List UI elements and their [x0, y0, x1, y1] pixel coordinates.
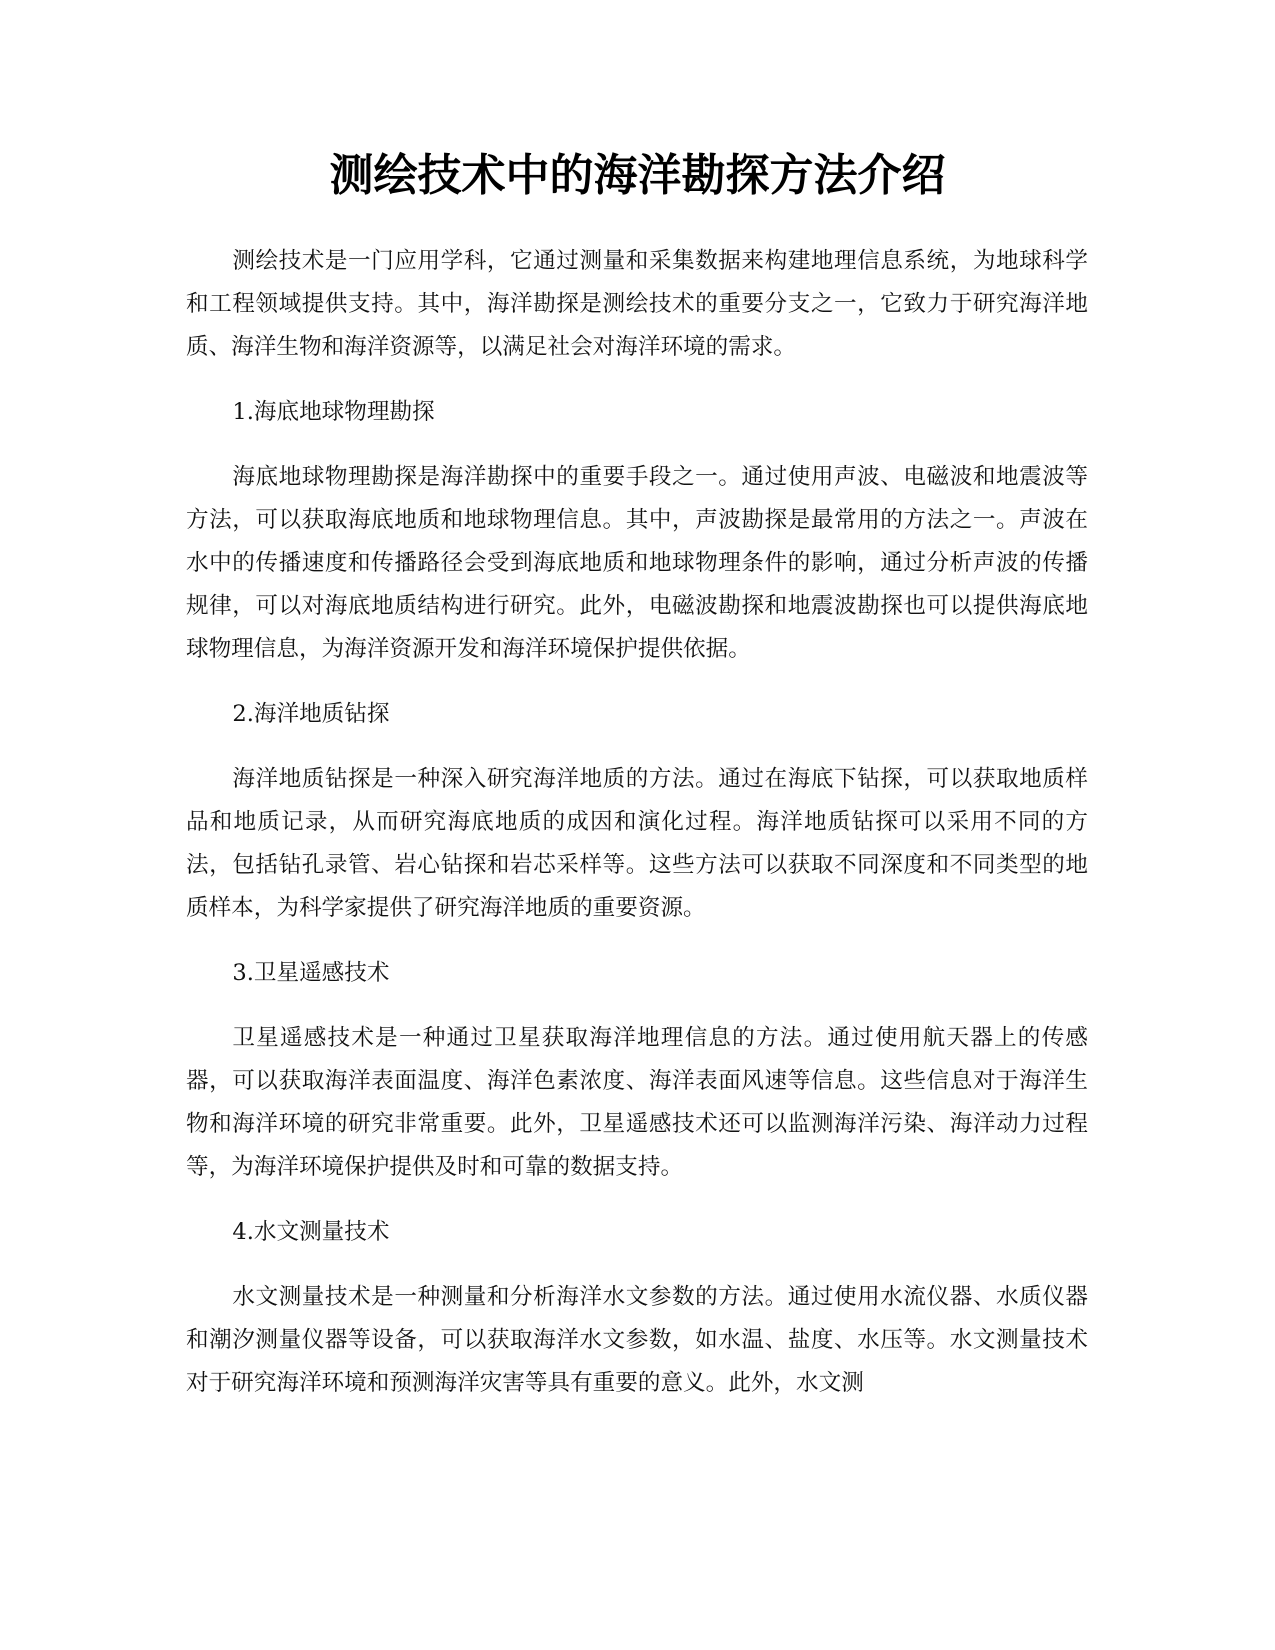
- section-body-3: 卫星遥感技术是一种通过卫星获取海洋地理信息的方法。通过使用航天器上的传感器，可以获取海洋表面温度、海洋色素浓度、海洋表面风速等信息。这些信息对于海洋生物和海洋环境的研究非常重要。此外，卫星遥感技术还可以监测海洋污染、海洋动力过程等，为海洋环境保护提供及时和可靠的数据支持。: [186, 1025, 1088, 1180]
- intro-paragraph: 测绘技术是一门应用学科，它通过测量和采集数据来构建地理信息系统，为地球科学和工程领域提供支持。其中，海洋勘探是测绘技术的重要分支之一，它致力于研究海洋地质、海洋生物和海洋资源等，以满足社会对海洋环境的需求。: [186, 248, 1088, 360]
- section-body-1: 海底地球物理勘探是海洋勘探中的重要手段之一。通过使用声波、电磁波和地震波等方法，可以获取海底地质和地球物理信息。其中，声波勘探是最常用的方法之一。声波在水中的传播速度和传播路径会受到海底地质和地球物理条件的影响，通过分析声波的传播规律，可以对海底地质结构进行研究。此外，电磁波勘探和地震波勘探也可以提供海底地球物理信息，为海洋资源开发和海洋环境保护提供依据。: [186, 464, 1088, 662]
- section-heading-1: 1.海底地球物理勘探: [232, 399, 435, 425]
- document-title: 测绘技术中的海洋勘探方法介绍: [329, 150, 946, 201]
- section-body-2: 海洋地质钻探是一种深入研究海洋地质的方法。通过在海底下钻探，可以获取地质样品和地质记录，从而研究海底地质的成因和演化过程。海洋地质钻探可以采用不同的方法，包括钻孔录管、岩心钻探和岩芯采样等。这些方法可以获取不同深度和不同类型的地质样本，为科学家提供了研究海洋地质的重要资源。: [186, 766, 1088, 921]
- section-heading-4: 4.水文测量技术: [232, 1219, 390, 1245]
- section-heading-2: 2.海洋地质钻探: [232, 701, 390, 727]
- section-heading-3: 3.卫星遥感技术: [232, 960, 390, 986]
- section-body-4: 水文测量技术是一种测量和分析海洋水文参数的方法。通过使用水流仪器、水质仪器和潮汐测量仪器等设备，可以获取海洋水文参数，如水温、盐度、水压等。水文测量技术对于研究海洋环境和预测海洋灾害等具有重要的意义。此外，水文测: [186, 1284, 1088, 1396]
- document-body: [186, 240, 1088, 1427]
